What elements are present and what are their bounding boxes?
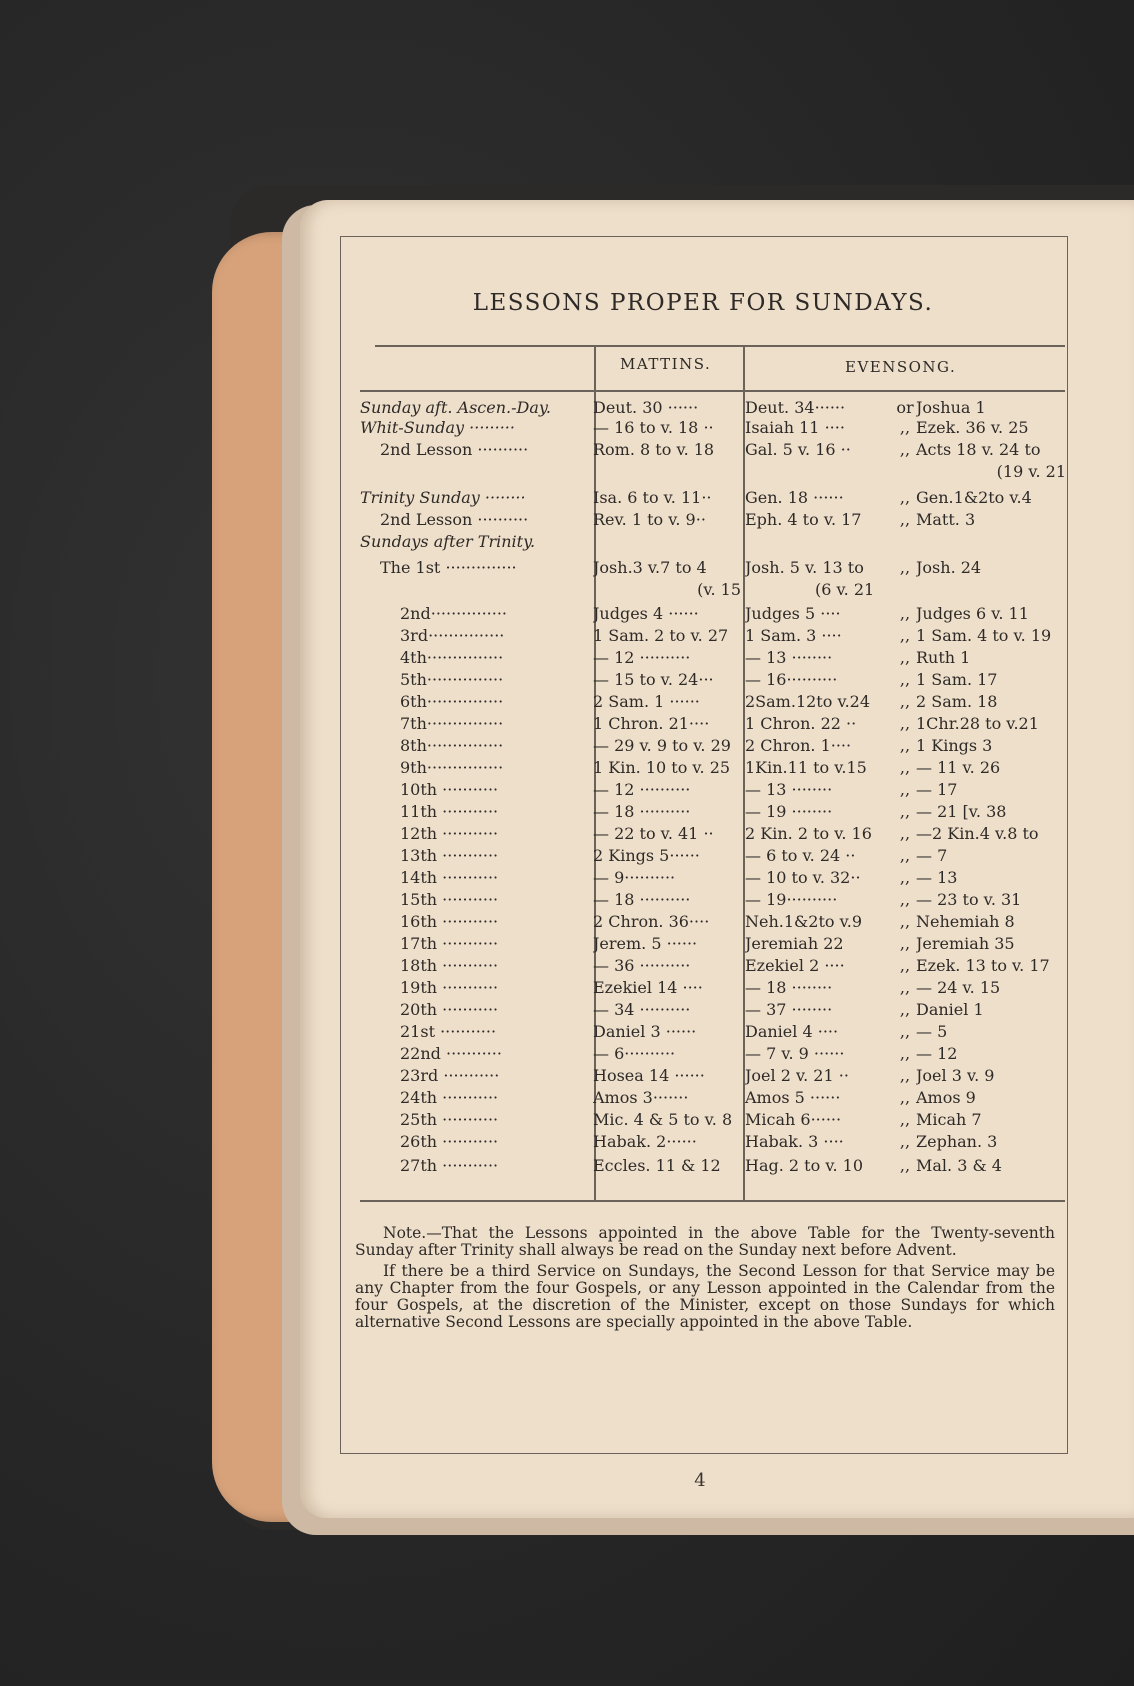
ditto-cell: ,, <box>899 934 911 953</box>
day-cell: Trinity Sunday ········ <box>360 488 526 507</box>
alternative-cell: Micah 7 <box>916 1110 982 1129</box>
ditto-cell: ,, <box>899 440 911 459</box>
mattins-cell: — 18 ·········· <box>593 802 691 821</box>
mattins-cell: 1 Kin. 10 to v. 25 <box>593 758 731 777</box>
day-cell: 13th ··········· <box>400 846 499 865</box>
alternative-cell: — 17 <box>916 780 958 799</box>
ditto-cell: ,, <box>899 626 911 645</box>
day-cell: Sunday aft. Ascen.-Day. <box>360 398 551 417</box>
alternative-cell: — 21 [v. 38 <box>916 802 1007 821</box>
ditto-cell: ,, <box>899 890 911 909</box>
day-cell: 15th ··········· <box>400 890 499 909</box>
evensong-cell: — 16·········· <box>745 670 838 689</box>
mattins-cell: Hosea 14 ······ <box>593 1066 705 1085</box>
day-cell: 11th ··········· <box>400 802 499 821</box>
alternative-cell: Zephan. 3 <box>916 1132 998 1151</box>
day-cell: The 1st ·············· <box>380 558 517 577</box>
evensong-cell: 2 Kin. 2 to v. 16 <box>745 824 872 843</box>
evensong-cell: — 37 ········ <box>745 1000 833 1019</box>
alternative-cell: 2 Sam. 18 <box>916 692 998 711</box>
mattins-cell: Mic. 4 & 5 to v. 8 <box>593 1110 733 1129</box>
alternative-cell: — 7 <box>916 846 948 865</box>
alternative-cell: (19 v. 21 <box>996 462 1066 481</box>
ditto-cell: ,, <box>899 956 911 975</box>
day-cell: 5th··············· <box>400 670 504 689</box>
ditto-cell: ,, <box>899 692 911 711</box>
alternative-cell: Ruth 1 <box>916 648 971 667</box>
day-cell: 4th··············· <box>400 648 504 667</box>
evensong-cell: Hag. 2 to v. 10 <box>745 1156 863 1175</box>
alternative-cell: — 5 <box>916 1022 948 1041</box>
evensong-cell: Josh. 5 v. 13 to <box>745 558 864 577</box>
alternative-cell: Mal. 3 & 4 <box>916 1156 1002 1175</box>
ditto-cell: ,, <box>899 912 911 931</box>
mattins-cell: Amos 3······· <box>593 1088 689 1107</box>
mattins-cell: — 29 v. 9 to v. 29 <box>593 736 731 755</box>
evensong-cell: Jeremiah 22 <box>745 934 844 953</box>
day-cell: 27th ··········· <box>400 1156 499 1175</box>
mattins-cell: (v. 15 <box>697 580 741 599</box>
mattins-cell: — 18 ·········· <box>593 890 691 909</box>
mattins-cell: — 36 ·········· <box>593 956 691 975</box>
alternative-cell: Jeremiah 35 <box>916 934 1015 953</box>
ditto-cell: ,, <box>899 488 911 507</box>
day-cell: 2nd Lesson ·········· <box>380 510 529 529</box>
evensong-cell: Judges 5 ···· <box>745 604 841 623</box>
mattins-cell: Judges 4 ······ <box>593 604 699 623</box>
evensong-cell: — 7 v. 9 ······ <box>745 1044 845 1063</box>
table-bottom-rule <box>360 1200 1065 1202</box>
day-cell: Whit-Sunday ········· <box>360 418 515 437</box>
mattins-cell: — 6·········· <box>593 1044 676 1063</box>
alternative-cell: — 12 <box>916 1044 958 1063</box>
ditto-cell: ,, <box>899 1110 911 1129</box>
evensong-cell: — 19·········· <box>745 890 838 909</box>
evensong-cell: 1Kin.11 to v.15 <box>745 758 867 777</box>
day-cell: 12th ··········· <box>400 824 499 843</box>
alternative-cell: 1 Sam. 4 to v. 19 <box>916 626 1052 645</box>
day-cell: 2nd Lesson ·········· <box>380 440 529 459</box>
evensong-cell: — 6 to v. 24 ·· <box>745 846 856 865</box>
mattins-cell: — 9·········· <box>593 868 676 887</box>
evensong-cell: (6 v. 21 <box>815 580 875 599</box>
alternative-cell: — 24 v. 15 <box>916 978 1001 997</box>
day-cell: 19th ··········· <box>400 978 499 997</box>
day-cell: 26th ··········· <box>400 1132 499 1151</box>
alternative-cell: Judges 6 v. 11 <box>916 604 1029 623</box>
day-cell: 10th ··········· <box>400 780 499 799</box>
ditto-cell: ,, <box>899 510 911 529</box>
day-cell: 14th ··········· <box>400 868 499 887</box>
alternative-cell: Daniel 1 <box>916 1000 984 1019</box>
ditto-cell: ,, <box>899 1000 911 1019</box>
ditto-cell: ,, <box>899 846 911 865</box>
mattins-cell: Jerem. 5 ······ <box>593 934 698 953</box>
mattins-cell: 1 Sam. 2 to v. 27 <box>593 626 729 645</box>
mattins-cell: — 12 ·········· <box>593 780 691 799</box>
alternative-cell: Nehemiah 8 <box>916 912 1015 931</box>
ditto-cell: ,, <box>899 1156 911 1175</box>
ditto-cell: ,, <box>899 1022 911 1041</box>
ditto-cell: ,, <box>899 714 911 733</box>
day-cell: 18th ··········· <box>400 956 499 975</box>
alternative-cell: Joshua 1 <box>916 398 986 417</box>
evensong-cell: — 13 ········ <box>745 780 833 799</box>
ditto-cell: or <box>896 398 914 417</box>
day-cell: Sundays after Trinity. <box>360 532 536 551</box>
mattins-cell: 2 Chron. 36···· <box>593 912 710 931</box>
page-title: LESSONS PROPER FOR SUNDAYS. <box>472 290 934 316</box>
evensong-cell: Ezekiel 2 ···· <box>745 956 845 975</box>
day-cell: 16th ··········· <box>400 912 499 931</box>
mattins-cell: — 12 ·········· <box>593 648 691 667</box>
day-cell: 2nd··············· <box>400 604 508 623</box>
ditto-cell: ,, <box>899 418 911 437</box>
day-cell: 20th ··········· <box>400 1000 499 1019</box>
day-cell: 23rd ··········· <box>400 1066 500 1085</box>
mattins-header: MATTINS. <box>620 355 712 373</box>
alternative-cell: Ezek. 13 to v. 17 <box>916 956 1050 975</box>
ditto-cell: ,, <box>899 1132 911 1151</box>
mattins-cell: Rom. 8 to v. 18 <box>593 440 715 459</box>
ditto-cell: ,, <box>899 1088 911 1107</box>
ditto-cell: ,, <box>899 780 911 799</box>
alternative-cell: 1 Kings 3 <box>916 736 993 755</box>
mattins-cell: 1 Chron. 21···· <box>593 714 710 733</box>
alternative-cell: —2 Kin.4 v.8 to <box>916 824 1039 843</box>
ditto-cell: ,, <box>899 604 911 623</box>
evensong-cell: 1 Sam. 3 ···· <box>745 626 842 645</box>
alternative-cell: 1 Sam. 17 <box>916 670 998 689</box>
mattins-cell: — 16 to v. 18 ·· <box>593 418 714 437</box>
ditto-cell: ,, <box>899 1066 911 1085</box>
mattins-cell: Rev. 1 to v. 9·· <box>593 510 706 529</box>
mattins-cell: 2 Sam. 1 ······ <box>593 692 700 711</box>
ditto-cell: ,, <box>899 558 911 577</box>
alternative-cell: Matt. 3 <box>916 510 976 529</box>
evensong-cell: Micah 6······ <box>745 1110 842 1129</box>
alternative-cell: — 23 to v. 31 <box>916 890 1022 909</box>
evensong-cell: Joel 2 v. 21 ·· <box>745 1066 849 1085</box>
day-cell: 25th ··········· <box>400 1110 499 1129</box>
day-cell: 8th··············· <box>400 736 504 755</box>
mattins-cell: — 15 to v. 24··· <box>593 670 714 689</box>
day-cell: 7th··············· <box>400 714 504 733</box>
mattins-cell: — 34 ·········· <box>593 1000 691 1019</box>
mattins-cell: — 22 to v. 41 ·· <box>593 824 714 843</box>
ditto-cell: ,, <box>899 824 911 843</box>
evensong-header: EVENSONG. <box>845 358 957 376</box>
day-cell: 9th··············· <box>400 758 504 777</box>
mattins-cell: Josh.3 v.7 to 4 <box>593 558 707 577</box>
mattins-cell: Isa. 6 to v. 11·· <box>593 488 712 507</box>
alternative-cell: Ezek. 36 v. 25 <box>916 418 1029 437</box>
evensong-cell: — 19 ········ <box>745 802 833 821</box>
mattins-cell: Habak. 2······ <box>593 1132 697 1151</box>
ditto-cell: ,, <box>899 670 911 689</box>
evensong-cell: — 10 to v. 32·· <box>745 868 861 887</box>
ditto-cell: ,, <box>899 802 911 821</box>
evensong-cell: — 18 ········ <box>745 978 833 997</box>
day-cell: 17th ··········· <box>400 934 499 953</box>
mattins-cell: 2 Kings 5······ <box>593 846 700 865</box>
table-top-rule <box>375 345 1065 347</box>
mattins-cell: Daniel 3 ······ <box>593 1022 697 1041</box>
alternative-cell: Amos 9 <box>916 1088 976 1107</box>
alternative-cell: Gen.1&2to v.4 <box>916 488 1032 507</box>
day-cell: 21st ··········· <box>400 1022 497 1041</box>
ditto-cell: ,, <box>899 1044 911 1063</box>
page-number: 4 <box>694 1470 706 1491</box>
evensong-cell: Daniel 4 ···· <box>745 1022 839 1041</box>
evensong-cell: 1 Chron. 22 ·· <box>745 714 857 733</box>
day-cell: 22nd ··········· <box>400 1044 502 1063</box>
evensong-cell: Deut. 34······ <box>745 398 846 417</box>
evensong-cell: 2Sam.12to v.24 <box>745 692 871 711</box>
evensong-cell: Habak. 3 ···· <box>745 1132 844 1151</box>
evensong-cell: Isaiah 11 ···· <box>745 418 845 437</box>
day-cell: 3rd··············· <box>400 626 505 645</box>
note-block <box>355 1225 1055 1335</box>
ditto-cell: ,, <box>899 978 911 997</box>
header-bottom-rule <box>360 390 1065 392</box>
alternative-cell: 1Chr.28 to v.21 <box>916 714 1039 733</box>
ditto-cell: ,, <box>899 868 911 887</box>
alternative-cell: Josh. 24 <box>916 558 982 577</box>
day-cell: 24th ··········· <box>400 1088 499 1107</box>
ditto-cell: ,, <box>899 758 911 777</box>
note-paragraph-1: Note.—That the Lessons appointed in the above Table for the Twenty-seventh Sunday after Trinity shall always be read on the Sunday next before Advent. <box>355 1224 1055 1259</box>
evensong-cell: Gen. 18 ······ <box>745 488 844 507</box>
evensong-cell: 2 Chron. 1···· <box>745 736 852 755</box>
evensong-cell: Neh.1&2to v.9 <box>745 912 863 931</box>
alternative-cell: — 11 v. 26 <box>916 758 1001 777</box>
mattins-cell: Eccles. 11 & 12 <box>593 1156 721 1175</box>
alternative-cell: — 13 <box>916 868 958 887</box>
note-paragraph-2: If there be a third Service on Sundays, the Second Lesson for that Service may be any Chapter from the four Gospels, or any Lesson appointed in the Calendar from the four Gospels, at the discretion of the Minister, except on those Sundays for which alternative Second Lessons are specially appointed in the above Table. <box>355 1262 1055 1331</box>
ditto-cell: ,, <box>899 736 911 755</box>
day-cell: 6th··············· <box>400 692 504 711</box>
evensong-cell: Amos 5 ······ <box>745 1088 841 1107</box>
evensong-cell: — 13 ········ <box>745 648 833 667</box>
alternative-cell: Joel 3 v. 9 <box>916 1066 995 1085</box>
ditto-cell: ,, <box>899 648 911 667</box>
evensong-cell: Gal. 5 v. 16 ·· <box>745 440 851 459</box>
alternative-cell: Acts 18 v. 24 to <box>916 440 1041 459</box>
mattins-cell: Deut. 30 ······ <box>593 398 699 417</box>
evensong-cell: Eph. 4 to v. 17 <box>745 510 862 529</box>
mattins-cell: Ezekiel 14 ···· <box>593 978 703 997</box>
